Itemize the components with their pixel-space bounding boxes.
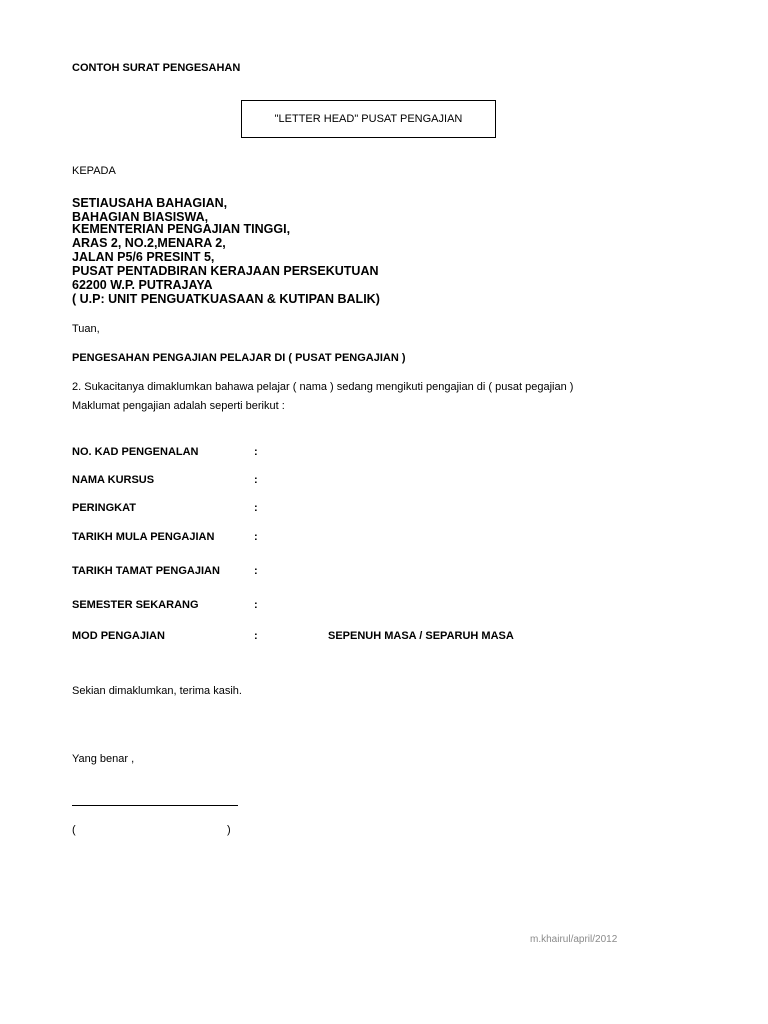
letterhead-label: "LETTER HEAD" PUSAT PENGAJIAN [274,113,463,125]
field-label: TARIKH MULA PENGAJIAN [72,531,215,543]
body-paragraph-1: 2. Sukacitanya dimaklumkan bahawa pelajar ( nama ) sedang mengikuti pengajian di ( pusat pegajian ) [72,381,574,393]
field-label: MOD PENGAJIAN [72,630,165,642]
address-line: ARAS 2, NO.2,MENARA 2, [72,236,226,250]
field-colon: : [254,565,258,577]
address-line: KEMENTERIAN PENGAJIAN TINGGI, [72,222,291,236]
address-line: PUSAT PENTADBIRAN KERAJAAN PERSEKUTUAN [72,264,379,278]
address-line: 62200 W.P. PUTRAJAYA [72,278,213,292]
name-paren-open: ( [72,824,76,836]
salutation: Tuan, [72,323,100,335]
field-label: TARIKH TAMAT PENGAJIAN [72,565,220,577]
address-line: SETIAUSAHA BAHAGIAN, [72,196,228,210]
address-line: BAHAGIAN BIASISWA, [72,210,209,224]
field-colon: : [254,630,258,642]
field-label: PERINGKAT [72,502,136,514]
address-line: ( U.P: UNIT PENGUATKUASAAN & KUTIPAN BALIK) [72,292,380,306]
address-line: JALAN P5/6 PRESINT 5, [72,250,215,264]
field-label: NO. KAD PENGENALAN [72,446,199,458]
field-colon: : [254,474,258,486]
sign-off: Yang benar , [72,753,135,765]
field-colon: : [254,446,258,458]
field-colon: : [254,531,258,543]
body-paragraph-2: Maklumat pengajian adalah seperti berikut : [72,400,285,412]
subject-line: PENGESAHAN PENGAJIAN PELAJAR DI ( PUSAT PENGAJIAN ) [72,352,406,364]
kepada-label: KEPADA [72,165,116,177]
field-colon: : [254,502,258,514]
field-label: SEMESTER SEKARANG [72,599,199,611]
signature-line [72,805,238,806]
letterhead-box [241,100,496,138]
name-paren-close: ) [227,824,231,836]
footer-credit: m.khairul/april/2012 [530,934,618,945]
closing-text: Sekian dimaklumkan, terima kasih. [72,685,242,697]
field-label: NAMA KURSUS [72,474,155,486]
field-value: SEPENUH MASA / SEPARUH MASA [328,630,514,642]
document-heading: CONTOH SURAT PENGESAHAN [72,62,241,74]
recipient-address [72,196,380,307]
field-colon: : [254,599,258,611]
